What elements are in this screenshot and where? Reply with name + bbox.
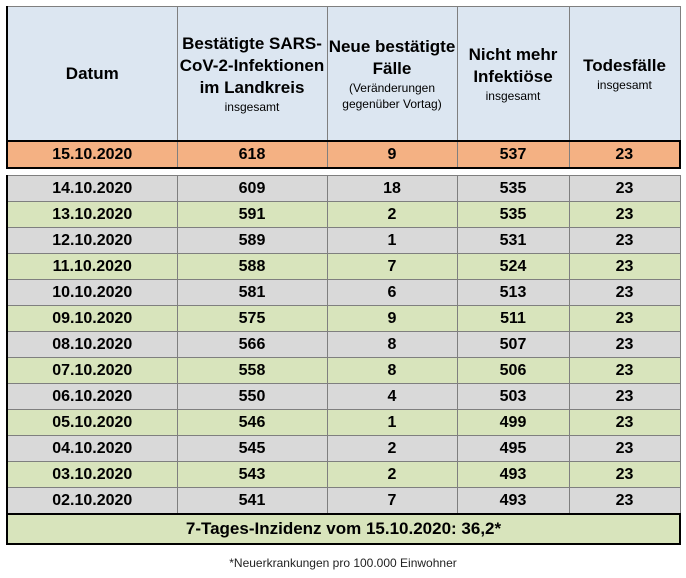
table-row: [7, 254, 680, 280]
header-bestaetigte: [177, 7, 327, 142]
table-row: [7, 436, 680, 462]
row-spacer: [7, 168, 680, 176]
table-row: [7, 280, 680, 306]
todesfaelle-cell: 23: [569, 384, 680, 410]
nicht-mehr-cell: 511: [457, 306, 569, 332]
neue-cell: 2: [327, 436, 457, 462]
footer-row: [7, 514, 680, 544]
todesfaelle-cell: 23: [569, 332, 680, 358]
covid-table-container: [6, 6, 679, 545]
neue-cell: 8: [327, 332, 457, 358]
header-todesfaelle-sub: insgesamt: [597, 77, 652, 92]
bestaetigte-cell: 546: [177, 410, 327, 436]
nicht-mehr-cell: 493: [457, 462, 569, 488]
nicht-mehr-cell: 537: [457, 141, 569, 168]
bestaetigte-cell: 588: [177, 254, 327, 280]
datum-cell: 14.10.2020: [7, 176, 177, 202]
header-datum-label: Datum: [65, 63, 119, 83]
bestaetigte-cell: 566: [177, 332, 327, 358]
header-neue-sub: (Veränderungen gegenüber Vortag): [342, 80, 442, 111]
table-body: [7, 141, 680, 514]
datum-cell: 12.10.2020: [7, 228, 177, 254]
bestaetigte-cell: 550: [177, 384, 327, 410]
neue-cell: 6: [327, 280, 457, 306]
bestaetigte-cell: 609: [177, 176, 327, 202]
bestaetigte-cell: 581: [177, 280, 327, 306]
bestaetigte-cell: 541: [177, 488, 327, 515]
todesfaelle-cell: 23: [569, 306, 680, 332]
header-bestaetigte-label: Bestätigte SARS-CoV-2-Infektionen im Landkreis: [179, 33, 325, 97]
nicht-mehr-cell: 493: [457, 488, 569, 515]
neue-cell: 9: [327, 141, 457, 168]
header-nicht-mehr: [457, 7, 569, 142]
table-row: [7, 306, 680, 332]
table-header: [7, 7, 680, 142]
neue-cell: 7: [327, 254, 457, 280]
nicht-mehr-cell: 524: [457, 254, 569, 280]
footnote: *Neuerkrankungen pro 100.000 Einwohner: [229, 556, 457, 570]
neue-cell: 2: [327, 462, 457, 488]
nicht-mehr-cell: 531: [457, 228, 569, 254]
covid-statistics-table: [6, 6, 681, 545]
nicht-mehr-cell: 503: [457, 384, 569, 410]
todesfaelle-cell: 23: [569, 488, 680, 515]
incidence-summary: 7-Tages-Inzidenz vom 15.10.2020: 36,2*: [7, 514, 680, 544]
table-row: [7, 462, 680, 488]
datum-cell: 13.10.2020: [7, 202, 177, 228]
todesfaelle-cell: 23: [569, 358, 680, 384]
neue-cell: 7: [327, 488, 457, 515]
bestaetigte-cell: 575: [177, 306, 327, 332]
header-nicht-mehr-label: Nicht mehr Infektiöse: [468, 44, 558, 86]
datum-cell: 09.10.2020: [7, 306, 177, 332]
nicht-mehr-cell: 535: [457, 176, 569, 202]
datum-cell: 15.10.2020: [7, 141, 177, 168]
header-nicht-mehr-sub: insgesamt: [485, 88, 541, 103]
bestaetigte-cell: 591: [177, 202, 327, 228]
todesfaelle-cell: 23: [569, 280, 680, 306]
datum-cell: 08.10.2020: [7, 332, 177, 358]
table-row: [7, 384, 680, 410]
nicht-mehr-cell: 535: [457, 202, 569, 228]
neue-cell: 8: [327, 358, 457, 384]
table-row: [7, 332, 680, 358]
table-row: [7, 410, 680, 436]
nicht-mehr-cell: 495: [457, 436, 569, 462]
neue-cell: 1: [327, 228, 457, 254]
datum-cell: 07.10.2020: [7, 358, 177, 384]
nicht-mehr-cell: 506: [457, 358, 569, 384]
todesfaelle-cell: 23: [569, 176, 680, 202]
header-bestaetigte-sub: insgesamt: [224, 99, 280, 114]
neue-cell: 1: [327, 410, 457, 436]
table-footer: [7, 514, 680, 544]
datum-cell: 06.10.2020: [7, 384, 177, 410]
datum-cell: 02.10.2020: [7, 488, 177, 515]
datum-cell: 04.10.2020: [7, 436, 177, 462]
bestaetigte-cell: 618: [177, 141, 327, 168]
neue-cell: 18: [327, 176, 457, 202]
header-neue: [327, 7, 457, 142]
header-datum: [7, 7, 177, 142]
table-row: [7, 228, 680, 254]
bestaetigte-cell: 589: [177, 228, 327, 254]
neue-cell: 9: [327, 306, 457, 332]
todesfaelle-cell: 23: [569, 254, 680, 280]
table-row: [7, 176, 680, 202]
header-neue-label: Neue bestätigte Fälle: [328, 36, 456, 78]
todesfaelle-cell: 23: [569, 462, 680, 488]
datum-cell: 11.10.2020: [7, 254, 177, 280]
spacer-cell: [7, 168, 680, 176]
bestaetigte-cell: 545: [177, 436, 327, 462]
datum-cell: 05.10.2020: [7, 410, 177, 436]
table-row: [7, 202, 680, 228]
bestaetigte-cell: 543: [177, 462, 327, 488]
header-todesfaelle: [569, 7, 680, 142]
table-row: [7, 488, 680, 515]
todesfaelle-cell: 23: [569, 410, 680, 436]
header-row: [7, 7, 680, 142]
neue-cell: 4: [327, 384, 457, 410]
table-row-current: [7, 141, 680, 168]
table-row: [7, 358, 680, 384]
todesfaelle-cell: 23: [569, 228, 680, 254]
todesfaelle-cell: 23: [569, 202, 680, 228]
todesfaelle-cell: 23: [569, 141, 680, 168]
nicht-mehr-cell: 507: [457, 332, 569, 358]
neue-cell: 2: [327, 202, 457, 228]
header-todesfaelle-label: Todesfälle: [583, 55, 666, 75]
todesfaelle-cell: 23: [569, 436, 680, 462]
datum-cell: 10.10.2020: [7, 280, 177, 306]
nicht-mehr-cell: 499: [457, 410, 569, 436]
bestaetigte-cell: 558: [177, 358, 327, 384]
datum-cell: 03.10.2020: [7, 462, 177, 488]
nicht-mehr-cell: 513: [457, 280, 569, 306]
